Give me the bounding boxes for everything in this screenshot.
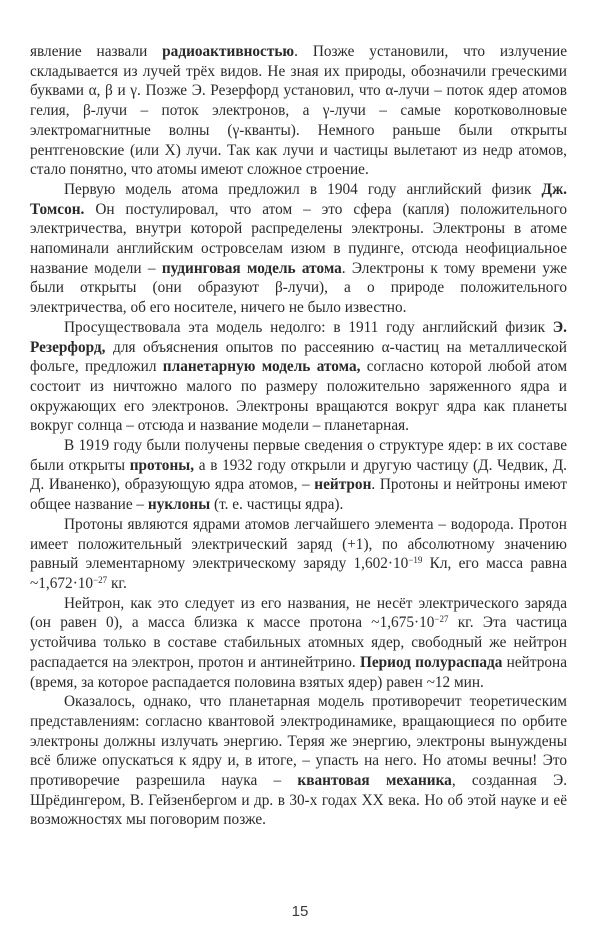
exponent: −27 (434, 614, 449, 625)
text-run: явление назвали (30, 43, 163, 60)
text-run: Протоны являются ядрами атомов легчайшего элемента – водорода. Протон имеет положительный электрический заряд (+1), по абсолютному значению равный элементарному электрическому заряду 1,602·10 (30, 515, 567, 573)
text-run: Оказалось, однако, что планетарная модель противоречит теоретическим представлениям: согласно квантовой электродинамике, вращающиеся по орбите электроны должны излучать энергию. Теряя же энергию, электроны вынуждены всё ближе опускаться к ядру и, в итоге, – упасть на него. Но атомы вечны! Это противоречие разрешила наука – (30, 693, 567, 790)
name-thomson: Дж. Томсон. (30, 180, 567, 218)
text-run: кг. Эта частица устойчива только в составе стабильных атомных ядер, свободный же нейтрон распадается на электрон, протон и антинейтрино. (30, 614, 568, 671)
text-run: нейтрона (время, за которое распадается половина взятых ядер) равен ~12 мин. (30, 653, 567, 691)
text-run: Кл, его масса равна ~1,672·10 (30, 555, 567, 592)
term-nucleons: нуклоны (147, 496, 211, 514)
term-pudding-model: пудинговая модель атома (161, 259, 342, 277)
text-run: Просуществовала эта модель недолго: в 1911 году английский физик (64, 318, 553, 336)
page-body (30, 42, 567, 830)
paragraph-proton (30, 515, 567, 594)
text-run: . Электроны к тому времени уже были открыты (они образуют β-лучи), а о природе положительного электричества, об его носителе, ничего не было известно. (30, 259, 567, 317)
paragraph-nucleus-structure (30, 436, 567, 515)
paragraph-quantum-mechanics (30, 692, 567, 830)
exponent: −27 (93, 574, 108, 585)
text-run: . Позже установили, что излучение складывается из лучей трёх видов. Не зная их природы, обозначили греческими буквами α, β и γ. Позже Э. Резерфорд установил, что α-лучи – поток ядер атомов гелия, β-лучи – поток электронов, а γ-лучи – самые коротковолновые электромагнитные волны (γ-кванты). Немного раньше были открыты рентгеновские (или X) лучи. Так как лучи и частицы вылетают из недр атомов, стало понятно, что атомы имеют сложное строение. (30, 43, 567, 179)
text-run: а в 1932 году открыли и другую частицу (Д. Чедвик, Д. Д. Иваненко), образующую ядра атомов, – (30, 456, 568, 494)
text-run: . Протоны и нейтроны имеют общее название – (30, 476, 568, 514)
text-run: , созданная Э. Шрёдингером, В. Гейзенбергом и др. в 30-х годах XX века. Но об этой науке и её возможностях мы поговорим позже. (30, 772, 568, 829)
paragraph-radioactivity (30, 42, 567, 180)
term-protons: протоны, (129, 456, 195, 474)
text-run: Нейтрон, как это следует из его названия, не несёт электрического заряда (он равен 0), а масса близка к массе протона ~1,675·10 (30, 594, 567, 632)
text-run: (т. е. частицы ядра). (210, 496, 344, 514)
term-quantum-mechanics: квантовая механика (297, 772, 452, 790)
text-run: кг. (107, 574, 127, 592)
paragraph-neutron (30, 594, 567, 693)
term-half-life: Период полураспада (359, 653, 503, 671)
text-run: согласно которой любой атом состоит из ничтожно малого по размеру положительно заряженного ядра и окружающих его электронов. Электроны вращаются вокруг ядра как планеты вокруг солнца – отсюда и название модели – планетарная. (30, 358, 568, 435)
text-run: В 1919 году были получены первые сведения о структуре ядер: в их составе были открыты (30, 437, 567, 474)
text-run: Он постулировал, что атом – это сфера (капля) положительного электричества, внутри которой распределены электроны. Электроны в атоме напоминали английским островселам изюм в пудинге, отсюда неофициальное название модели – (30, 200, 567, 277)
exponent: −19 (408, 555, 423, 566)
term-neutron: нейтрон (314, 476, 372, 494)
term-radioactivity: радиоактивностью (162, 43, 295, 60)
text-run: Первую модель атома предложил в 1904 году английский физик (64, 180, 542, 198)
name-rutherford: Э. Резерфорд, (30, 318, 567, 356)
text-run: для объяснения опытов по рассеянию α-частиц на металлической фольге, предложил (30, 338, 567, 376)
page-number: 15 (291, 903, 309, 920)
term-planetary-model: планетарную модель атома, (162, 358, 361, 376)
paragraph-thomson-model (30, 180, 567, 318)
paragraph-rutherford-model (30, 318, 567, 436)
